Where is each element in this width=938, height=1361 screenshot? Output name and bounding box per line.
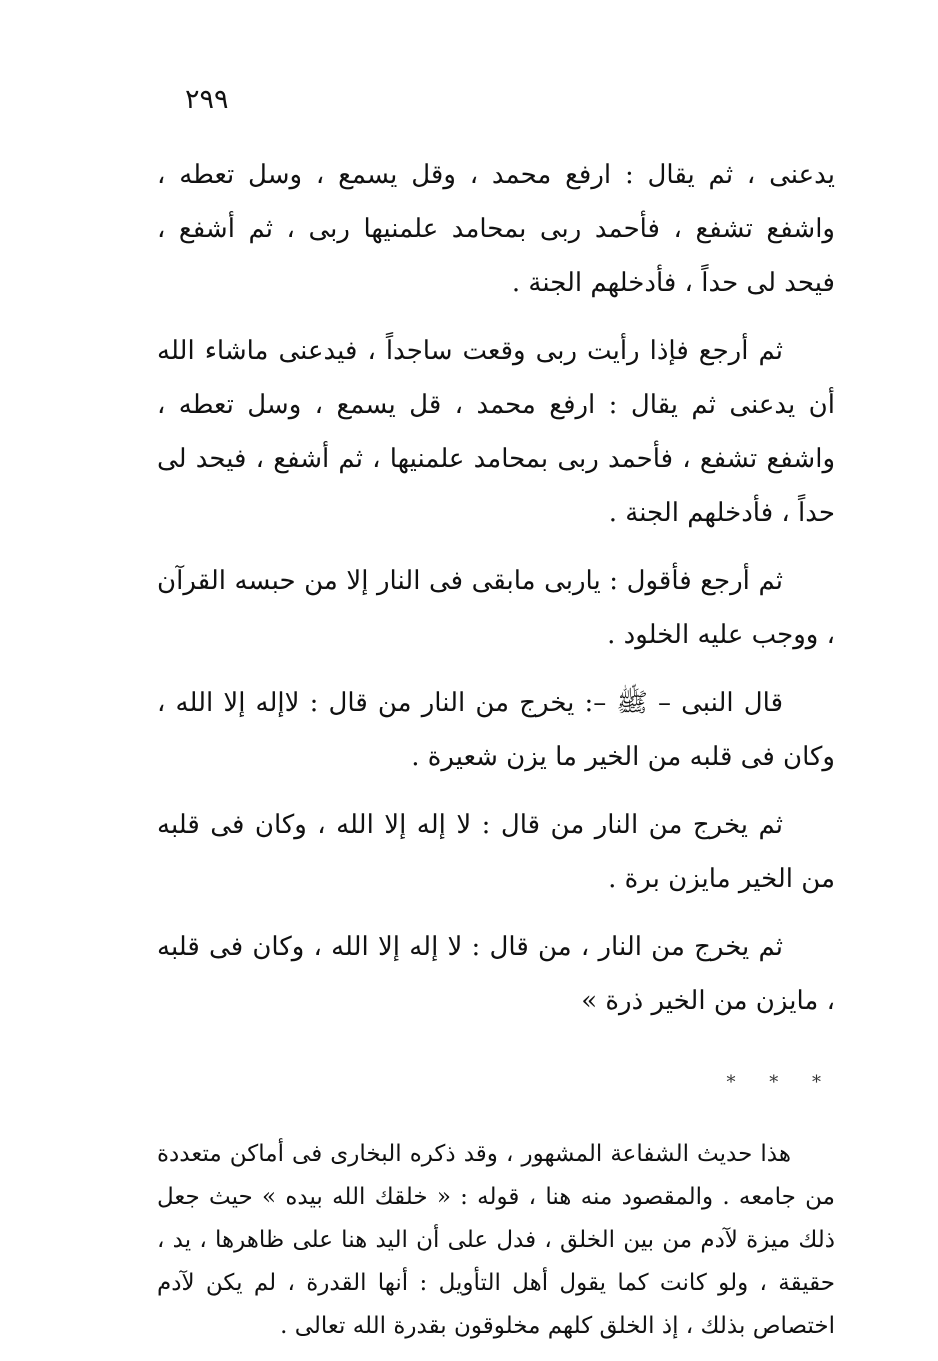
page-number: ٢٩٩ bbox=[185, 84, 229, 115]
paragraph-2: ثم أرجع فإذا رأيت ربى وقعت ساجداً ، فيدعنى ماشاء الله أن يدعنى ثم يقال : ارفع محمد ، قل يسمع ، وسل تعطه ، واشفع تشفع ، فأحمد ربى بمحامد علمنيها ، ثم أشفع ، فيحد لى حداً ، فأدخلهم الجنة . bbox=[157, 336, 835, 528]
section-separator: * * * bbox=[726, 1072, 835, 1093]
main-text bbox=[157, 148, 835, 1348]
paragraph-3: ثم أرجع فأقول : ياربى مابقى فى النار إلا من حبسه القرآن ، ووجب عليه الخلود . bbox=[157, 566, 835, 650]
paragraph-6: ثم يخرج من النار ، من قال : لا إله إلا الله ، وكان فى قلبه ، مايزن من الخير ذرة » bbox=[157, 932, 835, 1016]
paragraph-5: ثم يخرج من النار من قال : لا إله إلا الله ، وكان فى قلبه من الخير مايزن برة . bbox=[157, 810, 835, 894]
paragraph-1: يدعنى ، ثم يقال : ارفع محمد ، وقل يسمع ، وسل تعطه ، واشفع تشفع ، فأحمد ربى بمحامد علمنيها ربى ، ثم أشفع ، فيحد لى حداً ، فأدخلهم الجنة . bbox=[157, 160, 835, 298]
commentary-paragraph: هذا حديث الشفاعة المشهور ، وقد ذكره البخارى فى أماكن متعددة من جامعه . والمقصود منه هنا ، قوله : « خلقك الله بيده » حيث جعل ذلك ميزة لآدم من بين الخلق ، فدل على أن اليد هنا على ظاهرها ، يد ، حقيقة ، ولو كانت كما يقول أهل التأويل : أنها القدرة ، لم يكن لآدم اختصاص بذلك ، إذ الخلق كلهم مخلوقون بقدرة الله تعالى . bbox=[157, 1141, 835, 1339]
paragraph-4: قال النبى – ﷺ –: يخرج من النار من قال : لاإله إلا الله ، وكان فى قلبه من الخير ما يزن شعيرة . bbox=[157, 688, 835, 772]
